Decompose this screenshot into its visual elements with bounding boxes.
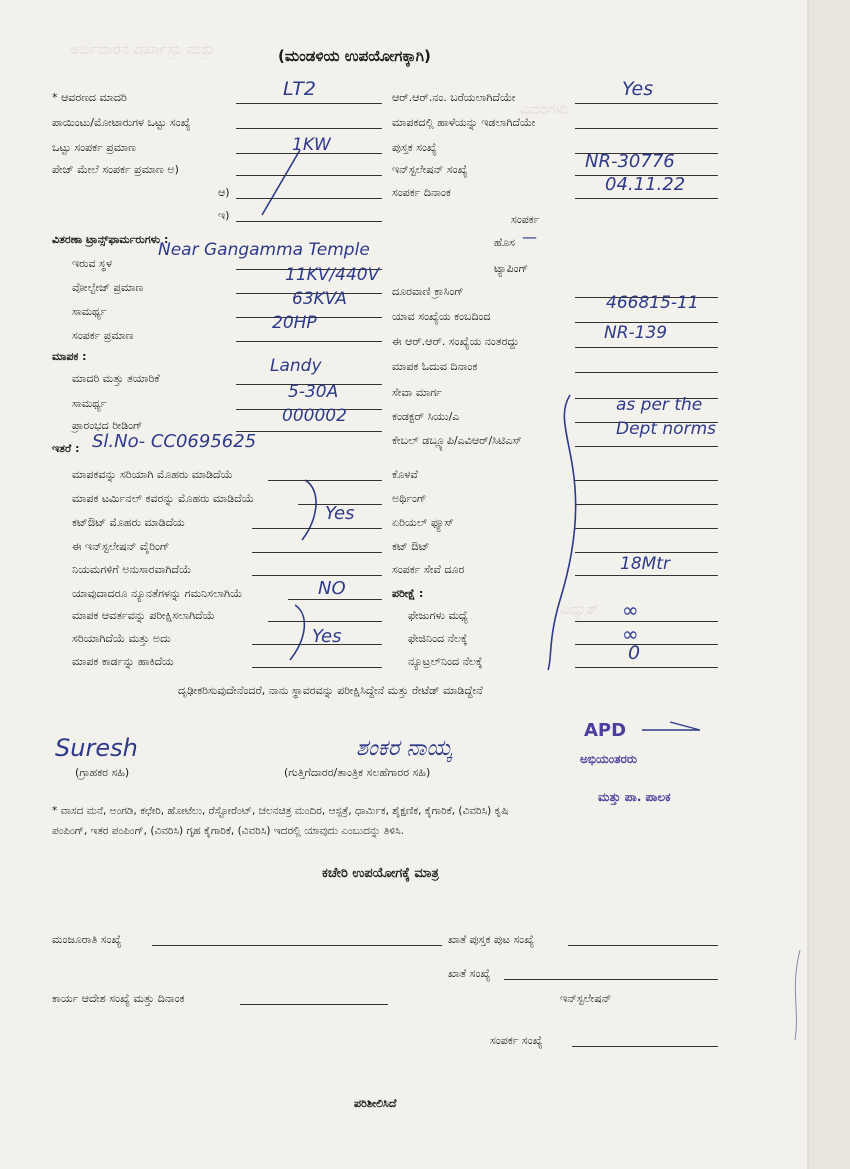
field-label: ಈ ಆರ್.ಆರ್. ಸಂಖ್ಯೆಯ ನಂತರದ್ದು xyxy=(392,335,520,348)
fill-line xyxy=(575,552,718,553)
fill-line xyxy=(575,372,718,373)
check-label: ಈ ಇನ್‌ಸ್ಟಲೇಷನ್ ವೈರಿಂಗ್ xyxy=(72,540,170,553)
field-label: ಸಾಮರ್ಥ್ಯ xyxy=(72,397,107,410)
fill-line xyxy=(268,480,382,481)
fill-line xyxy=(575,644,718,645)
section-header: ಮಾಪಕ : xyxy=(52,350,87,363)
engineer-stamp-line: ಮತ್ತು ಪಾ. ಪಾಲಕ xyxy=(598,790,671,804)
bleed-through-text: ಅರ್ಜಿದಾರನ ದರ್ಖಾಸ್ತು ಮತ್ತು xyxy=(70,40,215,58)
fill-line xyxy=(572,1046,718,1047)
field-label: ಸಂಪರ್ಕ ಸಂಖ್ಯೆ xyxy=(490,1034,543,1047)
fill-line xyxy=(236,431,382,432)
footnote: ಪಂಪಿಂಗ್, ಇತರ ಪಂಪಿಂಗ್, (ವಿವರಿಸಿ) ಗೃಹ ಕೈಗಾರಿಕೆ, (ವಿವರಿಸಿ) ಇದರಲ್ಲಿ ಯಾವುದು ಎಂಬುದನ್ನು ತಿಳಿಸಿ. xyxy=(52,825,404,837)
field-label: ಇನ್‌ಸ್ಟಲೇಷನ್ xyxy=(560,992,612,1005)
field-label: ಒಟ್ಟು ಸಂಪರ್ಕ ಪ್ರಮಾಣ xyxy=(52,141,136,154)
fill-line xyxy=(236,341,382,342)
field-label: ಇರುವ ಸ್ಥಳ xyxy=(72,257,112,270)
fill-line xyxy=(575,446,718,447)
fill-line xyxy=(575,621,718,622)
section-header: ವಿತರಣಾ ಟ್ರಾನ್ಸ್‌ಫಾರ್ಮರುಗಳು : xyxy=(52,233,169,246)
field-label: ಯಾವ ಸಂಖ್ಯೆಯ ಕಂಬದಿಂದ xyxy=(392,310,491,323)
customer-signature: Suresh xyxy=(55,734,138,762)
connection-tapping-label: ಟ್ಯಾಪಿಂಗ್ xyxy=(494,262,529,275)
handwritten-value: 18Mtr xyxy=(620,554,670,574)
certification-statement: ದೃಢೀಕರಿಸುವುದೇನೆಂದರೆ, ನಾನು ಸ್ಥಾವರವನ್ನು ಪರೀಕ್ಷಿಸಿದ್ದೇನೆ ಮತ್ತು ರೇಟೆಡ್ ಮಾಡಿದ್ದೇನೆ xyxy=(178,684,483,697)
section-header: ಇತರೆ : xyxy=(52,442,80,455)
fill-line xyxy=(575,480,718,481)
handwritten-value: Landy xyxy=(270,356,322,376)
check-label: ಮಾಪಕವನ್ನು ಸರಿಯಾಗಿ ಮೊಹರು ಮಾಡಿದೆಯೆ xyxy=(72,468,233,481)
field-label: ಸಂಪರ್ಕ ಪ್ರಮಾಣ xyxy=(72,329,134,342)
engineer-stamp-line: ಅಭಿಯಂತರರು xyxy=(580,752,638,766)
fill-line xyxy=(575,128,718,129)
fill-line xyxy=(252,575,382,576)
field-label: ಅರ್ಥಿಂಗ್ xyxy=(392,492,427,505)
handwritten-value: 1KW xyxy=(292,135,331,155)
fill-line xyxy=(575,103,718,104)
handwritten-value: NR-30776 xyxy=(585,151,675,172)
field-label: ಫೇಜುಗಳು ಮಧ್ಯೆ xyxy=(408,609,468,622)
fill-line xyxy=(575,198,718,199)
handwritten-note: as per the Dept norms xyxy=(616,395,716,439)
field-label: ಮಾಪಕದಲ್ಲಿ ಹಾಳೆಯನ್ನು ಇಡಲಾಗಿದೆಯೇ xyxy=(392,116,536,129)
field-label: ನ್ಯೂಟ್ರಲ್‌ನಿಂದ ನೆಲಕ್ಕೆ xyxy=(408,655,483,668)
handwritten-value: ∞ xyxy=(622,622,639,646)
verified-label: ಪರಿಶೀಲಿಸಿದೆ xyxy=(354,1097,397,1110)
handwritten-mark: — xyxy=(522,228,537,246)
field-label: ಪುಸ್ತಕ ಸಂಖ್ಯೆ xyxy=(392,141,437,154)
check-label: ಸರಿಯಾಗಿದೆಯೆ ಮತ್ತು ಅದು xyxy=(72,632,171,645)
field-label: ಏರಿಯಲ್ ಫ್ಯೂಸ್ xyxy=(392,516,454,529)
engineer-initials: APD xyxy=(584,720,627,741)
fill-line xyxy=(252,528,382,529)
field-label: ಕಂಡಕ್ಟರ್ ಸಿಯು/ಎ xyxy=(392,410,460,423)
fill-line xyxy=(240,1004,388,1005)
check-label: ಮಾಪಕ ಕಾರ್ಡನ್ನು ಹಾಕಿದೆಯ xyxy=(72,655,174,668)
field-label: ಆ) xyxy=(218,186,230,199)
handwritten-value: 20HP xyxy=(272,313,317,333)
fill-line xyxy=(268,621,382,622)
field-label: * ಆವರಣದ ಮಾದರಿ xyxy=(52,91,127,104)
field-label: ಆರ್.ಆರ್.ನಂ. ಬರೆಯಲಾಗಿದೆಯೇ xyxy=(392,91,516,104)
handwritten-value: Yes xyxy=(325,503,355,524)
handwritten-value: NR-139 xyxy=(604,323,668,343)
bleed-through-text: ವಿದ್ಯುತ್ xyxy=(560,600,600,618)
field-label: ಕಟ್ ಔಟ್ xyxy=(392,540,430,553)
handwritten-value: ∞ xyxy=(622,598,639,622)
field-label: ಕಾರ್ಯ ಆದೇಶ ಸಂಖ್ಯೆ ಮತ್ತು ದಿನಾಂಕ xyxy=(52,992,185,1005)
field-label: ಪ್ರಾರಂಭದ ರೀಡಿಂಗ್ xyxy=(72,419,143,432)
signature-label: (ಗುತ್ತಿಗೆದಾರರ/ತಾಂತ್ರಿಕ ಸಲಹೆಗಾರರ ಸಹಿ) xyxy=(284,766,431,779)
handwritten-value: 000002 xyxy=(282,406,347,426)
field-label: ವೋಲ್ಟೇಜ್ ಪ್ರಮಾಣ xyxy=(72,281,144,294)
signature-label: (ಗ್ರಾಹಕರ ಸಹಿ) xyxy=(75,766,130,779)
handwritten-value: Yes xyxy=(312,626,342,647)
fill-line xyxy=(252,552,382,553)
field-label: ಮಂಜೂರಾತಿ ಸಂಖ್ಯೆ xyxy=(52,933,122,946)
field-label: ಮಾದರಿ ಮತ್ತು ತಯಾರಿಕೆ xyxy=(72,372,160,385)
field-label: ಖಾತೆ ಪುಸ್ತಕ ಪುಟ ಸಂಖ್ಯೆ xyxy=(448,933,535,946)
office-use-title: ಕಚೇರಿ ಉಪಯೋಗಕ್ಕೆ ಮಾತ್ರ xyxy=(322,866,439,881)
contractor-signature: ಶಂಕರ ನಾಯ್ಕ xyxy=(356,736,452,761)
handwritten-value: 11KV/440V xyxy=(285,265,380,285)
fill-line xyxy=(575,667,718,668)
fill-line xyxy=(236,103,382,104)
field-label: ಪೇಜ್ ಮೇಲೆ ಸಂಪರ್ಕ ಪ್ರಮಾಣ ಅ) xyxy=(52,163,179,176)
fill-line xyxy=(236,128,382,129)
check-label: ಮಾಪಕ ಟರ್ಮಿನಲ್ ಕವರನ್ನು ಮೊಹರು ಮಾಡಿದೆಯೆ xyxy=(72,492,254,505)
check-label: ಯಾವುದಾದರೂ ನ್ಯೂನತೆಗಳನ್ನು ಗಮನಿಸಲಾಗಿಯೆ xyxy=(72,587,243,600)
handwritten-value: 466815-11 xyxy=(606,293,699,313)
connection-new-label: ಹೊಸ xyxy=(494,236,515,249)
field-label: ಸಂಪರ್ಕ ಸೇವೆ ದೂರ xyxy=(392,563,465,576)
fill-line xyxy=(236,198,382,199)
footnote: * ವಾಸದ ಮನೆ, ಅಂಗಡಿ, ಕಛೇರಿ, ಹೋಟೆಲು, ರೆಸ್ಟೋರೆಂಟ್, ಚಲನಚಿತ್ರ ಮಂದಿರ, ಆಸ್ಪತ್ರೆ, ಧಾರ್ಮಿಕ, ಶೈಕ್ಷಣಿಕ, ಕೈಗಾರಿಕೆ, (ವಿವರಿಸಿ) ಕೃಷಿ xyxy=(52,805,509,817)
field-label: ಮಾಪಕ ಓದುವ ದಿನಾಂಕ xyxy=(392,360,478,373)
handwritten-value: Yes xyxy=(622,78,654,100)
fill-line xyxy=(152,945,442,946)
field-label: ಕೇಬಲ್ ಡಬ್ಲ್ಯೂಪಿ/ಎವಿಆರ್/ಸಿಟಿಎಸ್ xyxy=(392,434,522,447)
check-label: ಮಾಪಕ ಆವರ್ತವನ್ನು ಪರೀಕ್ಷಿಸಲಾಗಿದೆಯೆ xyxy=(72,609,215,622)
fill-line xyxy=(575,575,718,576)
handwritten-value: 5-30A xyxy=(288,382,339,402)
connection-label: ಸಂಪರ್ಕ xyxy=(511,213,540,226)
handwritten-value: 04.11.22 xyxy=(605,174,686,195)
field-label: ಖಾತೆ ಸಂಖ್ಯೆ xyxy=(448,967,491,980)
handwritten-value: 63KVA xyxy=(292,289,347,309)
bleed-through-text: ವಿವರಗಳು xyxy=(520,100,569,118)
fill-line xyxy=(252,667,382,668)
section-header: ಪರೀಕ್ಷೆ : xyxy=(392,587,424,600)
field-label: ಸೇವಾ ಮಾರ್ಗ xyxy=(392,386,442,399)
field-label: ಪಾಯಿಂಟು/ಮೋಟಾರುಗಳ ಒಟ್ಟು ಸಂಖ್ಯೆ xyxy=(52,116,191,129)
fill-line xyxy=(236,221,382,222)
field-label: ದೂರವಾಣಿ ಕ್ರಾಸಿಂಗ್ xyxy=(392,285,464,298)
handwritten-value: 0 xyxy=(628,642,641,664)
field-label: ಸಂಪರ್ಕ ದಿನಾಂಕ xyxy=(392,186,451,199)
form-title: (ಮಂಡಳಿಯ ಉಪಯೋಗಕ್ಕಾಗಿ) xyxy=(278,47,431,65)
fill-line xyxy=(288,599,382,600)
fill-line xyxy=(504,979,718,980)
check-label: ಕಟ್‌ಔಟ್ ಮೊಹರು ಮಾಡಿದೆಯ xyxy=(72,516,185,529)
handwritten-value: Near Gangamma Temple xyxy=(158,240,370,260)
fill-line xyxy=(575,347,718,348)
handwritten-value: LT2 xyxy=(283,78,316,100)
field-label: ಕೊಳವೆ xyxy=(392,468,418,481)
fill-line xyxy=(568,945,718,946)
handwritten-value: Sl.No- CC0695625 xyxy=(92,431,257,452)
handwritten-value: NO xyxy=(318,578,346,599)
field-label: ಇನ್‌ಸ್ಟಲೇಷನ್ ಸಂಖ್ಯೆ xyxy=(392,163,468,176)
field-label: ಸಾಮರ್ಥ್ಯ xyxy=(72,305,107,318)
fill-line xyxy=(575,504,718,505)
field-label: ಫೇಜಿನಿಂದ ನೆಲಕ್ಕೆ xyxy=(408,632,468,645)
fill-line xyxy=(236,175,382,176)
field-label: ಇ) xyxy=(218,209,230,222)
fill-line xyxy=(575,528,718,529)
check-label: ನಿಯಮಗಳಿಗೆ ಅನುಸಾರವಾಗಿದೆಯೆ xyxy=(72,563,192,576)
